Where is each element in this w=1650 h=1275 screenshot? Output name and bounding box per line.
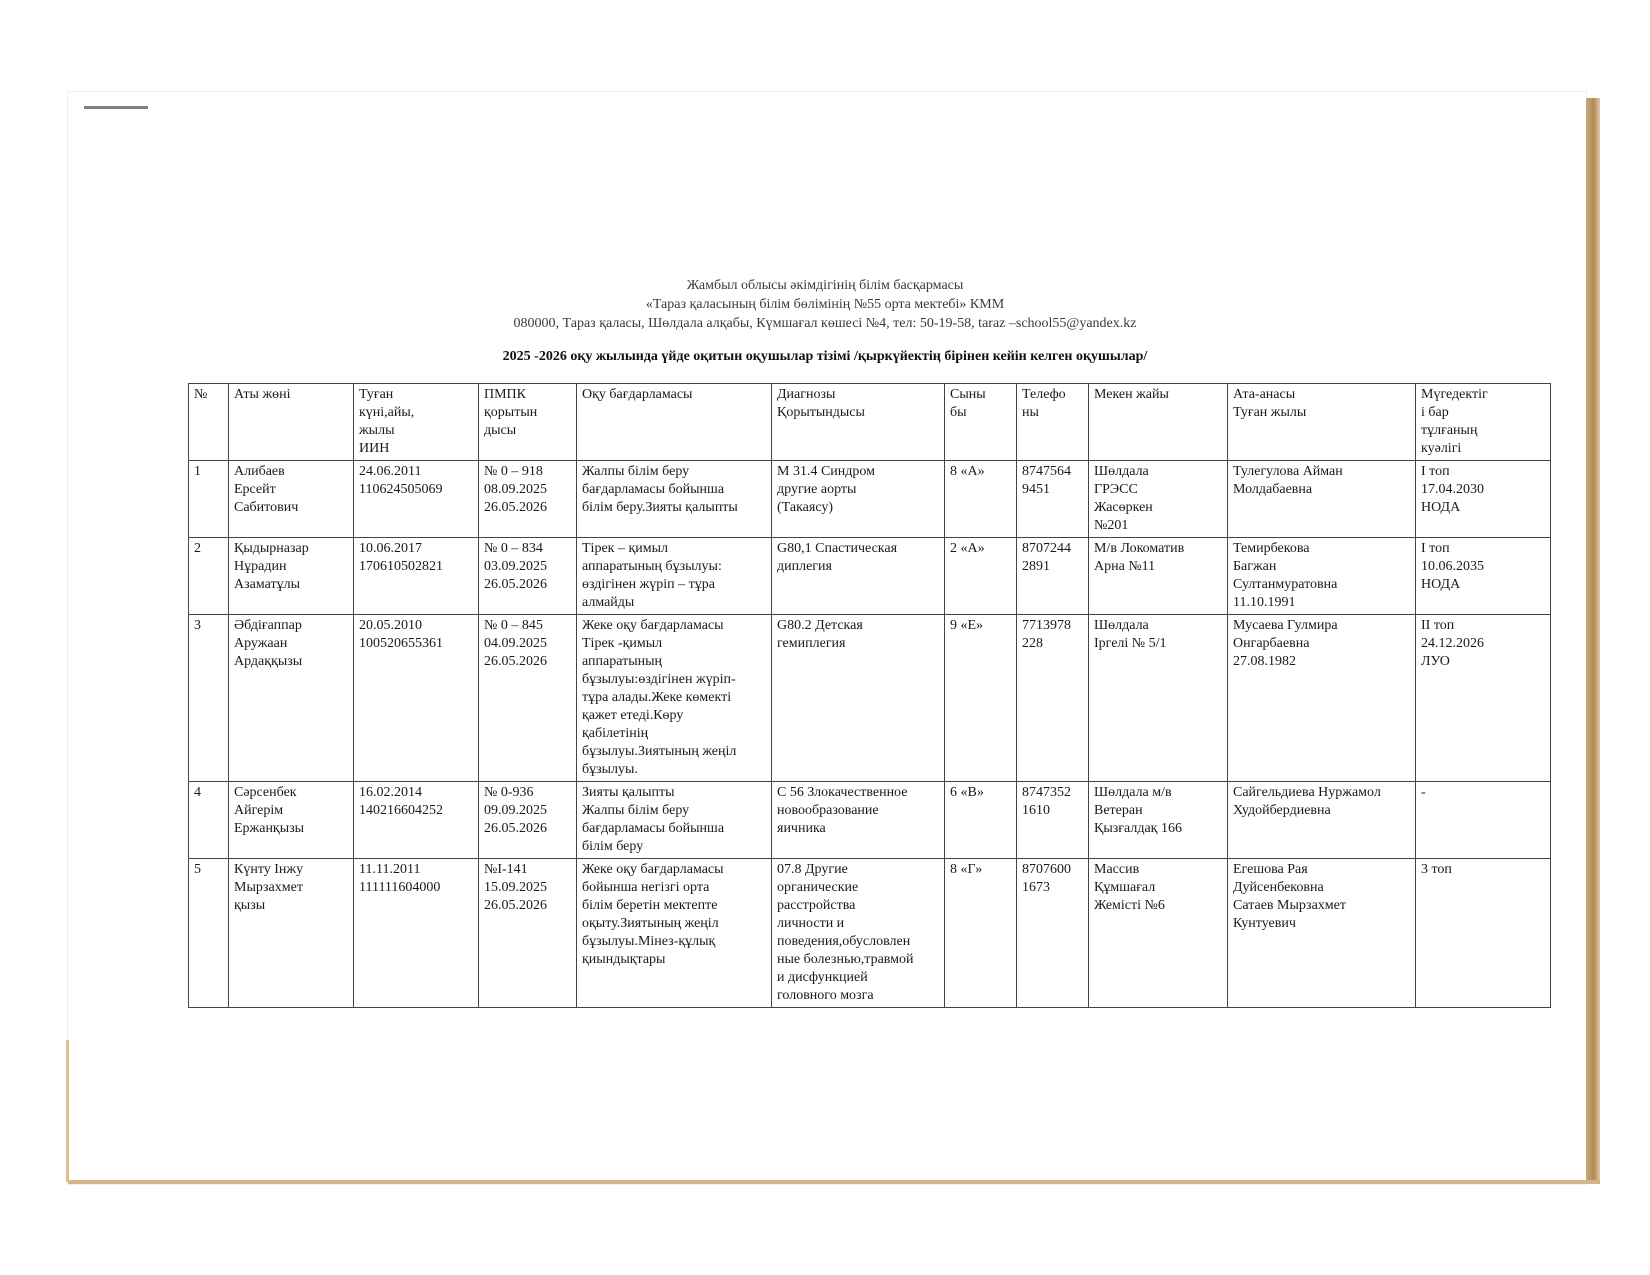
cell-program: Зияты қалыпты Жалпы білім беру бағдарламасы бойынша білім беру: [577, 782, 772, 859]
table-row: [189, 538, 1551, 615]
cell-program: Тірек – қимыл аппаратының бұзылуы: өздігінен жүріп – тұра алмайды: [577, 538, 772, 615]
header-address: Мекен жайы: [1089, 384, 1228, 461]
paper-edge-bottom: [68, 1180, 1600, 1184]
cell-disability: -: [1416, 782, 1551, 859]
cell-address: Шөлдала Іргелі № 5/1: [1089, 615, 1228, 782]
cell-full-name: Қыдырназар Нұрадин Азаматұлы: [229, 538, 354, 615]
cell-full-name: Алибаев Ерсейт Сабитович: [229, 461, 354, 538]
cell-birth-date: 20.05.2010 100520655361: [354, 615, 479, 782]
cell-phone: 7713978 228: [1017, 615, 1089, 782]
cell-pmpk: № 0 – 918 08.09.2025 26.05.2026: [479, 461, 577, 538]
header-line-2: «Тараз қаласының білім бөлімінің №55 орта мектебі» КММ: [645, 297, 1005, 312]
cell-disability: I топ 17.04.2030 НОДА: [1416, 461, 1551, 538]
cell-program: Жеке оқу бағдарламасы Тірек -қимыл аппаратының бұзылуы:өздігінен жүріп- тұра алады.Жеке көмекті қажет етеді.Көру қабілетінің бұзылуы.Зиятының жеңіл бұзылуы.: [577, 615, 772, 782]
cell-parents: Егешова Рая Дуйсенбековна Сатаев Мырзахмет Кунтуевич: [1228, 859, 1416, 1008]
cell-disability: I топ 10.06.2035 НОДА: [1416, 538, 1551, 615]
header-parents: Ата-анасы Туған жылы: [1228, 384, 1416, 461]
cell-class: 9 «Е»: [945, 615, 1017, 782]
cell-birth-date: 11.11.2011 111111604000: [354, 859, 479, 1008]
table-row: [189, 461, 1551, 538]
cell-birth-date: 16.02.2014 140216604252: [354, 782, 479, 859]
header-phone: Телефо ны: [1017, 384, 1089, 461]
cell-diagnosis: G80.2 Детская гемиплегия: [772, 615, 945, 782]
cell-pmpk: № 0-936 09.09.2025 26.05.2026: [479, 782, 577, 859]
cell-full-name: Әбдіғаппар Аружаан Ардаққызы: [229, 615, 354, 782]
cell-number: 4: [189, 782, 229, 859]
cell-class: 6 «В»: [945, 782, 1017, 859]
header-program: Оқу бағдарламасы: [577, 384, 772, 461]
cell-disability: II топ 24.12.2026 ЛУО: [1416, 615, 1551, 782]
cell-full-name: Күнту Інжу Мырзахмет қызы: [229, 859, 354, 1008]
scan-mark: [84, 106, 148, 109]
cell-phone: 8707600 1673: [1017, 859, 1089, 1008]
cell-parents: Тулегулова Айман Молдабаевна: [1228, 461, 1416, 538]
cell-address: Шөлдала м/в Ветеран Қызғалдақ 166: [1089, 782, 1228, 859]
header-line-1: Жамбыл облысы әкімдігінің білім басқармасы: [686, 278, 964, 293]
header-pmpk: ПМПК қорытын дысы: [479, 384, 577, 461]
cell-parents: Темирбекова Багжан Султанмуратовна 11.10.1991: [1228, 538, 1416, 615]
cell-pmpk: № 0 – 834 03.09.2025 26.05.2026: [479, 538, 577, 615]
cell-pmpk: №І-141 15.09.2025 26.05.2026: [479, 859, 577, 1008]
cell-class: 8 «Г»: [945, 859, 1017, 1008]
cell-program: Жалпы білім беру бағдарламасы бойынша білім беру.Зияты қалыпты: [577, 461, 772, 538]
table-header-row: [189, 384, 1551, 461]
cell-disability: 3 топ: [1416, 859, 1551, 1008]
table-row: [189, 615, 1551, 782]
cell-full-name: Сәрсенбек Айгерім Ержанқызы: [229, 782, 354, 859]
cell-address: Массив Құмшағал Жемісті №6: [1089, 859, 1228, 1008]
header-line-3: 080000, Тараз қаласы, Шөлдала алқабы, Күмшағал көшесі №4, тел: 50-19-58, taraz –school55@yandex.kz: [513, 316, 1137, 331]
header-class: Сыны бы: [945, 384, 1017, 461]
header-diagnosis: Диагнозы Қорытындысы: [772, 384, 945, 461]
header-full-name: Аты жөні: [229, 384, 354, 461]
cell-class: 2 «А»: [945, 538, 1017, 615]
header-number: №: [189, 384, 229, 461]
cell-number: 5: [189, 859, 229, 1008]
cell-diagnosis: 07.8 Другие органические расстройства личности и поведения,обусловлен ные болезнью,травмой и дисфункцией головного мозга: [772, 859, 945, 1008]
cell-birth-date: 10.06.2017 170610502821: [354, 538, 479, 615]
document-title: 2025 -2026 оқу жылында үйде оқитын оқушылар тізімі /қыркүйектің бірінен кейін келген оқушылар/: [502, 349, 1148, 364]
cell-number: 2: [189, 538, 229, 615]
cell-number: 3: [189, 615, 229, 782]
cell-phone: 8707244 2891: [1017, 538, 1089, 615]
cell-phone: 8747564 9451: [1017, 461, 1089, 538]
header-disability: Мүгедектіг і бар тұлғаның куәлігі: [1416, 384, 1551, 461]
cell-parents: Сайгельдиева Нуржамол Худойбердиевна: [1228, 782, 1416, 859]
cell-phone: 8747352 1610: [1017, 782, 1089, 859]
document-header: [0, 276, 1650, 333]
cell-parents: Мусаева Гулмира Онгарбаевна 27.08.1982: [1228, 615, 1416, 782]
students-table: [188, 383, 1551, 1008]
cell-pmpk: № 0 – 845 04.09.2025 26.05.2026: [479, 615, 577, 782]
paper-edge-right: [1586, 98, 1600, 1180]
table-row: [189, 782, 1551, 859]
cell-diagnosis: С 56 Злокачественное новообразование яичника: [772, 782, 945, 859]
cell-address: М/в Локоматив Арна №11: [1089, 538, 1228, 615]
paper-edge-left: [66, 1040, 69, 1182]
header-birth-date: Туған күні,айы, жылы ИИН: [354, 384, 479, 461]
cell-address: Шөлдала ГРЭСС Жасөркен №201: [1089, 461, 1228, 538]
table-row: [189, 859, 1551, 1008]
cell-class: 8 «А»: [945, 461, 1017, 538]
cell-program: Жеке оқу бағдарламасы бойынша негізгі орта білім беретін мектепте оқыту.Зиятының жеңіл бұзылуы.Мінез-құлық қиындықтары: [577, 859, 772, 1008]
cell-diagnosis: G80,1 Спастическая диплегия: [772, 538, 945, 615]
cell-birth-date: 24.06.2011 110624505069: [354, 461, 479, 538]
cell-number: 1: [189, 461, 229, 538]
cell-diagnosis: M 31.4 Синдром другие аорты (Такаясу): [772, 461, 945, 538]
